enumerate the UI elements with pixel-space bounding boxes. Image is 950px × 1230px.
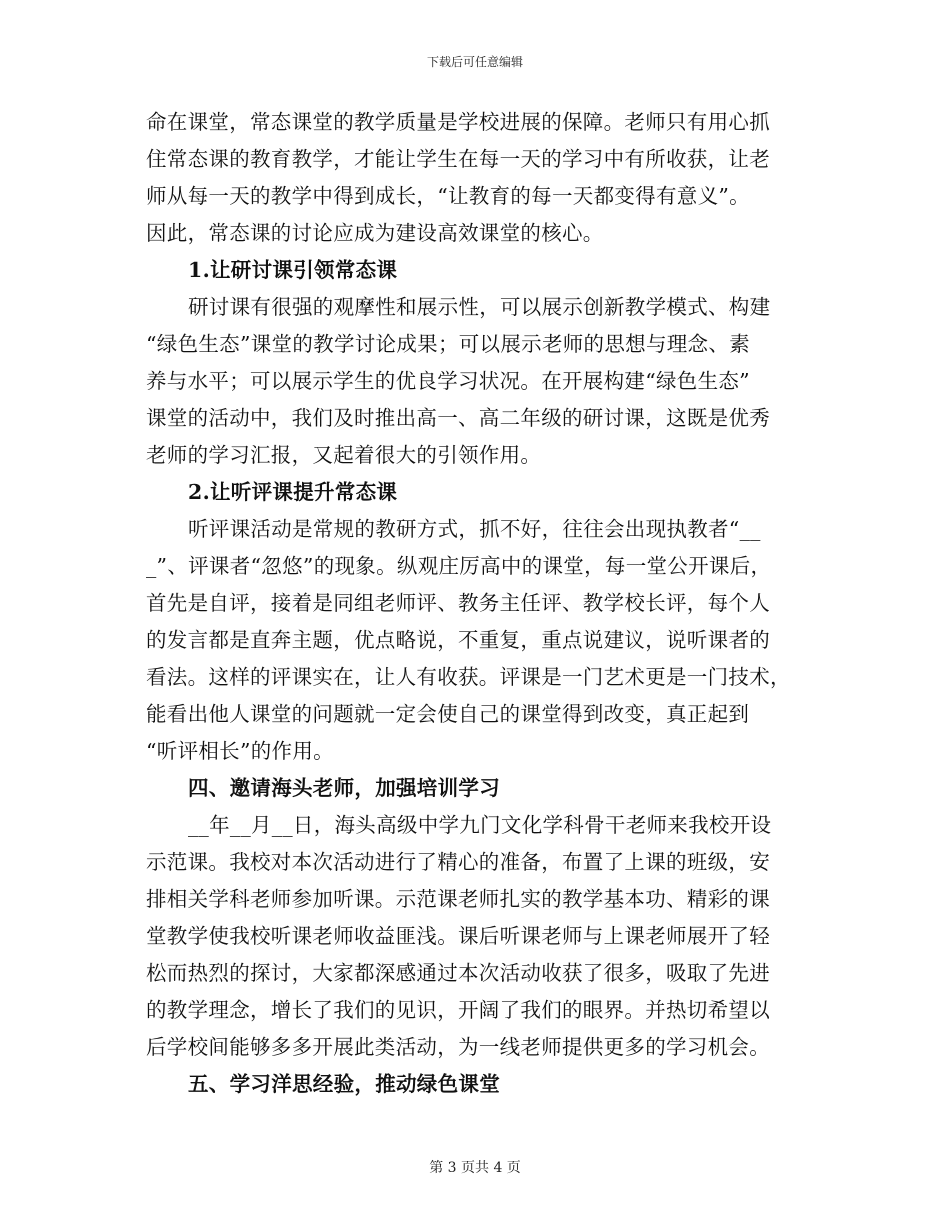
paragraph-line: 课堂的活动中，我们及时推出高一、高二年级的研讨课，这既是优秀 bbox=[146, 406, 770, 430]
paragraph-line: 的发言都是直奔主题，优点略说，不重复，重点说建议，说听课者的 bbox=[146, 628, 770, 652]
paragraph-line: 的教学理念，增长了我们的见识，开阔了我们的眼界。并热切希望以 bbox=[146, 998, 770, 1022]
page-footer: 第 3 页共 4 页 bbox=[429, 1160, 521, 1176]
section-heading: 五、学习洋思经验，推动绿色课堂 bbox=[188, 1072, 500, 1096]
paragraph-line: 示范课。我校对本次活动进行了精心的准备，布置了上课的班级，安 bbox=[146, 850, 770, 874]
paragraph-line: _”、评课者“忽悠”的现象。纵观庄厉高中的课堂，每一堂公开课后， bbox=[146, 554, 772, 578]
section-heading: 四、邀请海头老师，加强培训学习 bbox=[188, 776, 500, 800]
paragraph-line: 首先是自评，接着是同组老师评、教务主任评、教学校长评，每个人 bbox=[146, 591, 770, 615]
paragraph-line: 养与水平；可以展示学生的优良学习状况。在开展构建“绿色生态” bbox=[146, 369, 750, 393]
paragraph-line: 看法。这样的评课实在，让人有收获。评课是一门艺术更是一门技术， bbox=[146, 665, 791, 689]
paragraph-line: 命在课堂，常态课堂的教学质量是学校进展的保障。老师只有用心抓 bbox=[146, 110, 770, 134]
paragraph-line: 老师的学习汇报，又起着很大的引领作用。 bbox=[146, 443, 542, 467]
paragraph-line: 听评课活动是常规的教研方式，抓不好，往往会出现执教者“__ bbox=[188, 517, 761, 541]
section-heading: 2.让听评课提升常态课 bbox=[188, 480, 398, 504]
paragraph-line: 因此，常态课的讨论应成为建设高效课堂的核心。 bbox=[146, 221, 604, 245]
page-header: 下载后可任意编辑 bbox=[426, 55, 523, 69]
paragraph-line: “绿色生态”课堂的教学讨论成果；可以展示老师的思想与理念、素 bbox=[146, 332, 750, 356]
paragraph-line: __年__月__日，海头高级中学九门文化学科骨干老师来我校开设 bbox=[188, 813, 772, 837]
paragraph-line: 堂教学使我校听课老师收益匪浅。课后听课老师与上课老师展开了轻 bbox=[146, 924, 770, 948]
paragraph-line: 研讨课有很强的观摩性和展示性，可以展示创新教学模式、构建 bbox=[188, 295, 771, 319]
section-heading: 1.让研讨课引领常态课 bbox=[188, 258, 398, 282]
paragraph-line: 后学校间能够多多开展此类活动，为一线老师提供更多的学习机会。 bbox=[146, 1035, 770, 1059]
paragraph-line: “听评相长”的作用。 bbox=[146, 739, 334, 763]
paragraph-line: 松而热烈的探讨，大家都深感通过本次活动收获了很多，吸取了先进 bbox=[146, 961, 770, 985]
paragraph-line: 排相关学科老师参加听课。示范课老师扎实的教学基本功、精彩的课 bbox=[146, 887, 770, 911]
document-body bbox=[146, 104, 806, 1103]
paragraph-line: 师从每一天的教学中得到成长，“让教育的每一天都变得有意义”。 bbox=[146, 184, 750, 208]
paragraph-line: 住常态课的教育教学，才能让学生在每一天的学习中有所收获，让老 bbox=[146, 147, 770, 171]
paragraph-line: 能看出他人课堂的问题就一定会使自己的课堂得到改变，真正起到 bbox=[146, 702, 750, 726]
